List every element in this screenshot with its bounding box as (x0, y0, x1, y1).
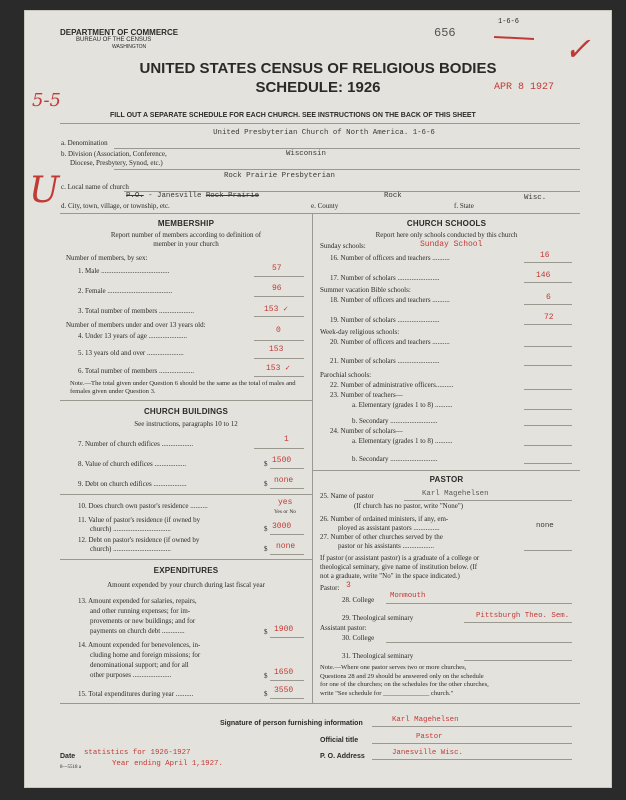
q24a-label: a. Elementary (grades 1 to 8) .......... (352, 437, 453, 445)
signature-label: Signature of person furnishing information (220, 720, 363, 727)
q3-value: 153 ✓ (264, 305, 289, 314)
q24-label: 24. Number of scholars— (330, 427, 403, 435)
date-value: statistics for 1926-1927 (84, 749, 191, 757)
q14-label: 14. Amount expended for benevolences, in- cluding home and foreign missions; for denominational support; and for all other purposes ...................... (78, 641, 201, 679)
q28-label: 28. College (342, 596, 375, 604)
division-label-2: Diocese, Presbytery, Synod, etc.) (70, 159, 163, 167)
sunday-school-value: Sunday School (420, 240, 483, 249)
q5-label: 5. 13 years old and over ..................... (78, 349, 184, 357)
q12-label: 12. Debt on pastor's residence (if owned by (78, 536, 200, 544)
official-title-value: Pastor (416, 733, 443, 741)
bureau-name: BUREAU OF THE CENSUS (76, 37, 152, 43)
q19-label: 19. Number of scholars ........................ (330, 316, 440, 324)
q29-label: 29. Theological seminary (342, 614, 414, 622)
county-value: Rock (384, 192, 402, 200)
q26-label-2: ployed as assistant pastors ............... (338, 524, 440, 532)
po-address-label: P. O. Address (320, 753, 365, 760)
church-buildings-header: CHURCH BUILDINGS (143, 407, 229, 416)
division-value: Wisconsin (286, 150, 326, 158)
county-label: e. County (311, 202, 339, 210)
q18-value: 6 (546, 293, 551, 302)
q6-value: 153 ✓ (266, 364, 291, 373)
date-value-2: Year ending April 1,1927. (112, 760, 223, 768)
date-label: Date (60, 753, 76, 760)
membership-note: Report number of members according to definition of (110, 231, 262, 239)
q12-label-2: church) ................................. (90, 545, 171, 553)
schools-note: Report here only schools conducted by this church (375, 231, 518, 239)
q21-label: 21. Number of scholars ........................ (330, 357, 440, 365)
sunday-schools-label: Sunday schools: (320, 242, 366, 250)
q27-label-2: pastor or his assistants .................. (338, 542, 435, 550)
check-mark: ✓ (564, 30, 591, 68)
parochial-schools-label: Parochial schools: (320, 371, 372, 379)
membership-header: MEMBERSHIP (157, 219, 215, 228)
expenditures-header: EXPENDITURES (153, 566, 219, 575)
q27-label: 27. Number of other churches served by the (320, 533, 443, 541)
q15-value: 3550 (274, 686, 294, 695)
denomination-value: United Presbyterian Church of North America. 1-6-6 (213, 129, 435, 137)
q25-value: Karl Magehelsen (422, 490, 489, 498)
q15-dollar: $ (264, 690, 268, 698)
q8-label: 8. Value of church edifices .................. (78, 460, 186, 468)
q11-label-2: church) ................................. (90, 525, 171, 533)
q6-label: 6. Total number of members .................... (78, 367, 195, 375)
form-number: 656 (434, 26, 456, 40)
under-over-13-label: Number of members under and over 13 years old: (66, 321, 206, 329)
division-label: b. Division (Association, Conference, (61, 150, 167, 158)
summer-schools-label: Summer vacation Bible schools: (320, 286, 411, 294)
pastor-sub-value: 3 (346, 581, 351, 590)
church-schools-header: CHURCH SCHOOLS (406, 219, 487, 228)
q8-value: 1500 (272, 456, 292, 465)
handwritten-5-5: 5-5 (32, 90, 61, 111)
bureau-city: WASHINGTON (112, 44, 147, 50)
q23-label: 23. Number of teachers— (330, 391, 403, 399)
q7-value: 1 (284, 435, 289, 444)
q3-label: 3. Total number of members .................... (78, 307, 195, 315)
q11-dollar: $ (264, 525, 268, 533)
file-code-top: 1-6-6 (498, 18, 520, 26)
form-title: UNITED STATES CENSUS OF RELIGIOUS BODIES (139, 60, 497, 77)
q31-label: 31. Theological seminary (342, 652, 414, 660)
q9-dollar: $ (264, 480, 268, 488)
q10-value: yes (278, 498, 293, 507)
q26-value: none (536, 522, 554, 530)
q25-label: 25. Name of pastor (320, 492, 374, 500)
q13-dollar: $ (264, 628, 268, 636)
q12-value: none (276, 542, 296, 551)
q28-value: Monmouth (390, 592, 426, 600)
q10-label: 10. Does church own pastor's residence .......... (78, 502, 208, 510)
q23a-label: a. Elementary (grades 1 to 8) .......... (352, 401, 453, 409)
q8-dollar: $ (264, 460, 268, 468)
membership-footnote: Note.—The total given under Question 6 should be the same as the total of males and females given under Question 3. (70, 380, 296, 395)
weekday-schools-label: Week-day religious schools: (320, 328, 400, 336)
yes-or-no-hint: Yes or No (274, 509, 297, 515)
q29-value: Pittsburgh Theo. Sem. (476, 612, 570, 620)
form-print-code: 8—5518 a (60, 765, 81, 770)
pastor-header: PASTOR (429, 475, 464, 484)
pastor-sub-label: Pastor: (320, 584, 340, 592)
q12-dollar: $ (264, 545, 268, 553)
instruction-line: FILL OUT A SEPARATE SCHEDULE FOR EACH CHURCH. SEE INSTRUCTIONS ON THE BACK OF THIS SHEET (110, 112, 476, 119)
department-name: DEPARTMENT OF COMMERCE (60, 28, 179, 37)
q20-label: 20. Number of officers and teachers .......... (330, 338, 450, 346)
handwritten-u: U (29, 170, 60, 211)
q25-hint: (If church has no pastor, write "None") (354, 502, 464, 510)
membership-note-2: member in your church (153, 240, 219, 248)
official-title-label: Official title (320, 737, 359, 744)
expenditures-note: Amount expended by your church during last fiscal year (107, 581, 265, 589)
buildings-instruction: See instructions, paragraphs 10 to 12 (134, 420, 238, 428)
local-name-value: Rock Prairie Presbyterian (224, 172, 335, 180)
q17-value: 146 (536, 271, 551, 280)
q1-label: 1. Male ....................................... (78, 267, 170, 275)
q17-label: 17. Number of scholars ........................ (330, 274, 440, 282)
q13-label: 13. Amount expended for salaries, repairs, and other running expenses; for im- provements or new buildings; and for payments on church debt ............. (78, 597, 197, 635)
q7-label: 7. Number of church edifices .................. (78, 440, 194, 448)
q14-value: 1650 (274, 668, 294, 677)
q19-value: 72 (544, 313, 554, 322)
q2-label: 2. Female ..................................... (78, 287, 173, 295)
q2-value: 96 (272, 284, 282, 293)
q9-label: 9. Debt on church edifices ................... (78, 480, 187, 488)
census-form-sheet (24, 10, 612, 788)
q9-value: none (274, 476, 294, 485)
q26-label: 26. Number of ordained ministers, if any, em- (320, 515, 449, 523)
q13-value: 1900 (274, 625, 294, 634)
q16-label: 16. Number of officers and teachers .......... (330, 254, 450, 262)
po-address-value: Janesville Wisc. (392, 749, 463, 757)
q11-value: 3000 (272, 522, 292, 531)
q14-dollar: $ (264, 672, 268, 680)
state-value: Wisc. (524, 194, 547, 202)
assistant-pastor-label: Assistant pastor: (320, 624, 367, 632)
q23b-label: b. Secondary ........................... (352, 417, 438, 425)
q11-label: 11. Value of pastor's residence (if owned by (78, 516, 201, 524)
q24b-label: b. Secondary ........................... (352, 455, 438, 463)
q22-label: 22. Number of administrative officers.......... (330, 381, 454, 389)
q4-value: 0 (276, 326, 281, 335)
q5-value: 153 (269, 345, 284, 354)
city-label: d. City, town, village, or township, etc. (61, 202, 170, 210)
state-label: f. State (454, 202, 474, 210)
q1-value: 57 (272, 264, 282, 273)
denomination-label: a. Denomination (61, 139, 108, 147)
q16-value: 16 (540, 251, 550, 260)
schedule-title: SCHEDULE: 1926 (255, 79, 381, 96)
signature-value: Karl Magehelsen (392, 716, 459, 724)
q18-label: 18. Number of officers and teachers .......... (330, 296, 450, 304)
city-value-prefix: P.O. - Janesville Rock Prairie (126, 192, 260, 200)
received-date-stamp: APR 8 1927 (494, 82, 555, 93)
q30-label: 30. College (342, 634, 375, 642)
q15-label: 15. Total expenditures during year .......... (78, 690, 194, 698)
pastor-footnote: Note.—Where one pastor serves two or more churches, Questions 28 and 29 should be answered only on the schedule for one of the churches; on the schedules for the other churches, write "See schedule for ______________ church." (320, 664, 489, 697)
local-name-label: c. Local name of church (61, 183, 129, 191)
q4-label: 4. Under 13 years of age ...................... (78, 332, 188, 340)
graduate-note: If pastor (or assistant pastor) is a graduate of a college or theological seminary, give name of institution below. (If not a graduate, write "No" in the space indicated.) (320, 554, 480, 580)
red-underline-mark (494, 36, 534, 40)
members-by-sex-label: Number of members, by sex: (66, 254, 148, 262)
